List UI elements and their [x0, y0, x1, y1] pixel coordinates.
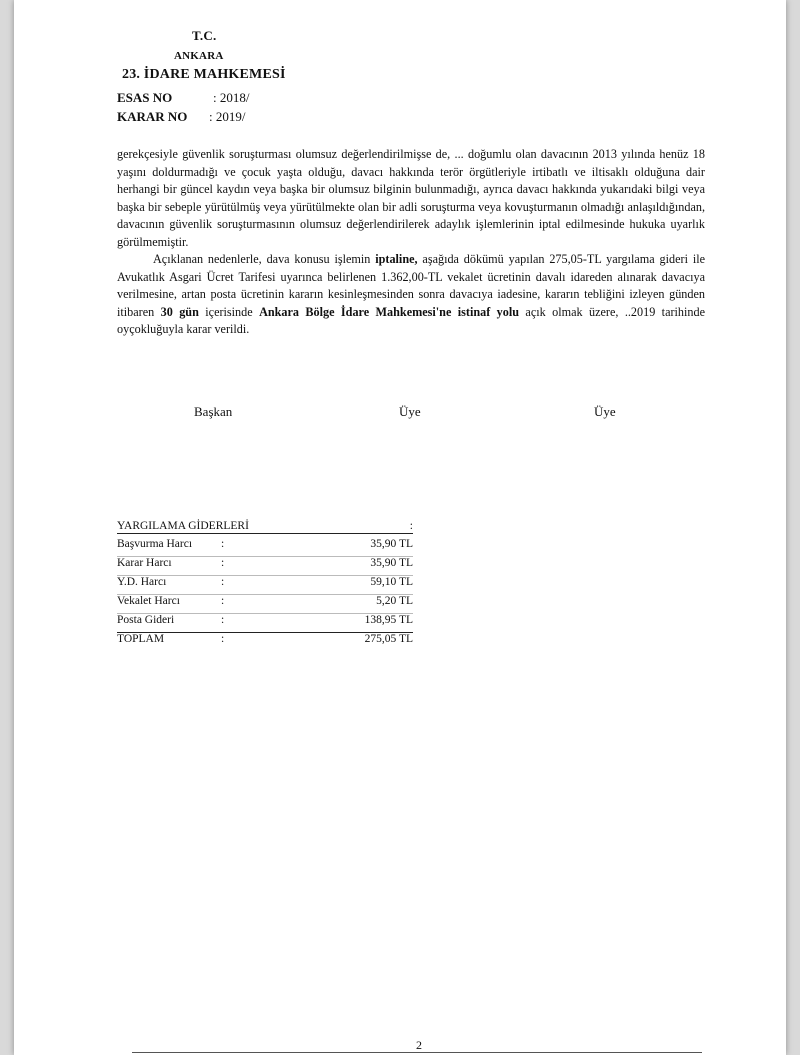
- costs-title: YARGILAMA GİDERLERİ: [117, 520, 249, 532]
- document-page: [14, 0, 786, 1055]
- header-tc: T.C.: [192, 28, 217, 43]
- karar-no-value: : 2019/: [209, 109, 246, 124]
- esas-no-label: ESAS NO: [117, 90, 173, 105]
- cost-label: Karar Harcı: [117, 557, 172, 569]
- costs-total-colon: :: [221, 633, 225, 645]
- cost-amount: 5,20 TL: [376, 595, 413, 607]
- esas-no-value: : 2018/: [213, 90, 250, 105]
- cost-colon: :: [221, 538, 225, 550]
- cost-colon: :: [221, 614, 225, 626]
- verdict-text-d: içerisinde: [198, 304, 260, 319]
- cost-colon: :: [221, 595, 225, 607]
- cost-label: Y.D. Harcı: [117, 576, 167, 588]
- karar-no-label: KARAR NO: [117, 109, 188, 124]
- signature-uye-2: Üye: [594, 404, 616, 419]
- decision-text: [117, 146, 705, 339]
- verdict-paragraph: [117, 251, 705, 339]
- reasoning-paragraph: gerekçesiyle güvenlik soruşturması olumsuz değerlendirilmişse de, ... doğumlu olan davacının 2013 yılında henüz 18 yaşını doldurmadığı ve çocuk yaşta olduğu, davacı hakkında terör örgütleriyle irtibatlı ve iltisaklı olduğuna dair herhangi bir güncel kaydın veya başka bir olumsuz bilginin bulunmadığı, ayrıca davacı hakkında yukarıdaki bilgi veya başka bir sebeple yürütülmüş veya yürütülmekte olan bir adli soruşturma veya kovuşturmanın olmadığı anlaşıldığından, davacının güvenlik soruşturmasının olumsuz değerlendirilerek adaylık işlemlerinin iptal edilmesinde hukuka uyarlık görülmemiştir.: [117, 147, 705, 249]
- cost-amount: 35,90 TL: [370, 557, 413, 569]
- verdict-istinaf: Ankara Bölge İdare Mahkemesi'ne istinaf yolu: [259, 304, 520, 319]
- verdict-text-c: aşağıda dökümü yapılan 275,05-TL yargılama gideri ile Avukatlık Asgari Ücret Tarifesi uyarınca belirlenen 1.362,00-TL vekalet ücretinin davalı idareden alınarak davacıya verilmesine, artan posta ücretinin kararın kesinleşmesinden sonra davacıya iadesine, kararın tebliğini izleyen günden itibaren: [117, 252, 705, 319]
- cost-row: [117, 538, 413, 557]
- cost-label: Başvurma Harcı: [117, 538, 193, 550]
- cost-amount: 59,10 TL: [370, 576, 413, 588]
- cost-amount: 35,90 TL: [370, 538, 413, 550]
- costs-title-colon: :: [409, 520, 413, 532]
- cost-colon: :: [221, 557, 225, 569]
- costs-title-row: [117, 520, 413, 534]
- costs-total-row: [117, 633, 413, 651]
- signature-baskan: Başkan: [194, 404, 233, 419]
- cost-row: [117, 576, 413, 595]
- court-name: 23. İDARE MAHKEMESİ: [122, 67, 286, 82]
- costs-total-amount: 275,05 TL: [364, 633, 413, 645]
- header-city: ANKARA: [174, 50, 224, 62]
- verdict-iptal: iptaline,: [375, 252, 418, 266]
- esas-no-row: [117, 90, 249, 106]
- verdict-30-days: 30 gün: [160, 304, 199, 319]
- cost-row: [117, 614, 413, 633]
- verdict-text-a: Açıklanan nedenlerle, dava konusu işlemin: [153, 252, 376, 266]
- cost-amount: 138,95 TL: [364, 614, 413, 626]
- signature-uye-1: Üye: [399, 404, 421, 419]
- cost-colon: :: [221, 576, 225, 588]
- cost-row: [117, 557, 413, 576]
- verdict-text-e: açık olmak üzere, ..2019 tarihinde oyçokluğuyla karar verildi.: [117, 304, 705, 336]
- costs-total-label: TOPLAM: [117, 633, 165, 645]
- karar-no-row: [117, 109, 245, 125]
- costs-table: [117, 520, 413, 651]
- cost-label: Posta Gideri: [117, 614, 175, 626]
- page-bottom-rule: [132, 1052, 702, 1053]
- cost-label: Vekalet Harcı: [117, 595, 180, 607]
- cost-row: [117, 595, 413, 614]
- page-number: 2: [416, 1038, 422, 1052]
